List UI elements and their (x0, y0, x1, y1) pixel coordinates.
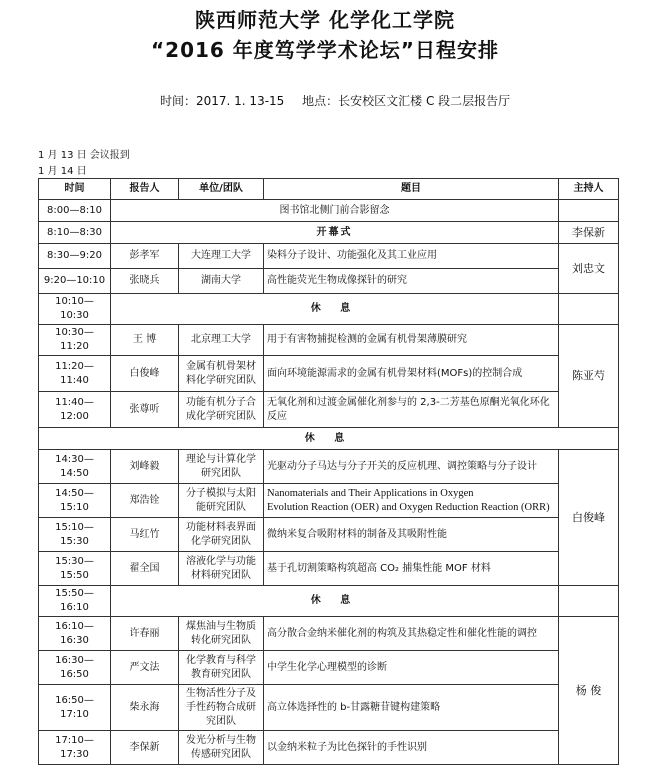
page-title: 陕西师范大学 化学化工学院 (195, 8, 455, 32)
time-cell: 8:30—9:20 (39, 244, 111, 269)
col-speaker-header: 报告人 (111, 179, 179, 200)
unit-cell: 北京理工大学 (179, 325, 264, 356)
time-cell: 16:50—17:10 (39, 685, 111, 731)
time-cell: 15:30—15:50 (39, 552, 111, 586)
unit-cell: 分子模拟与太阳能研究团队 (179, 484, 264, 518)
table-row (39, 450, 619, 484)
unit-cell: 溶液化学与功能材料研究团队 (179, 552, 264, 586)
event-cell: 开幕式 (111, 222, 559, 244)
topic-cell (264, 484, 559, 518)
speaker-cell: 王 博 (111, 325, 179, 356)
speaker-cell: 郑浩铨 (111, 484, 179, 518)
topic-cell: 高立体选择性的 b-甘露糖苷键构建策略 (264, 685, 559, 731)
unit-cell: 理论与计算化学研究团队 (179, 450, 264, 484)
time-cell: 14:30—14:50 (39, 450, 111, 484)
host-cell: 陈亚芍 (559, 325, 619, 428)
col-host-header: 主持人 (559, 179, 619, 200)
unit-cell: 化学教育与科学教育研究团队 (179, 651, 264, 685)
speaker-cell: 翟全国 (111, 552, 179, 586)
topic-cell: 用于有害物捕捉检测的金属有机骨架薄膜研究 (264, 325, 559, 356)
col-time-header: 时间 (39, 179, 111, 200)
time-cell: 10:30—11:20 (39, 325, 111, 356)
topic-cell: 面向环境能源需求的金属有机骨架材料(MOFs)的控制合成 (264, 356, 559, 392)
meeting-info (160, 92, 524, 109)
table-row (39, 294, 619, 325)
time-cell: 16:30—16:50 (39, 651, 111, 685)
table-row (39, 731, 619, 765)
unit-cell: 大连理工大学 (179, 244, 264, 269)
host-cell: 李保新 (559, 222, 619, 244)
time-cell: 15:10—15:30 (39, 518, 111, 552)
topic-cell: 高分散合金纳米催化剂的构筑及其热稳定性和催化性能的调控 (264, 617, 559, 651)
meeting-time: 时间：2017. 1. 13-15 (160, 94, 285, 108)
meeting-location: 地点：长安校区文汇楼 C 段二层报告厅 (302, 94, 511, 108)
time-cell: 8:10—8:30 (39, 222, 111, 244)
speaker-cell: 刘峰毅 (111, 450, 179, 484)
unit-cell: 湖南大学 (179, 269, 264, 294)
unit-cell: 金属有机骨架材料化学研究团队 (179, 356, 264, 392)
host-cell: 杨 俊 (559, 617, 619, 765)
host-cell: 白俊峰 (559, 450, 619, 586)
time-cell: 8:00—8:10 (39, 200, 111, 222)
col-unit-header: 单位/团队 (179, 179, 264, 200)
time-cell: 16:10—16:30 (39, 617, 111, 651)
table-header-row (39, 179, 619, 200)
table-row (39, 586, 619, 617)
time-cell: 10:10—10:30 (39, 294, 111, 325)
schedule-table (38, 178, 619, 765)
table-row (39, 244, 619, 269)
time-cell: 15:50—16:10 (39, 586, 111, 617)
topic-cell: 中学生化学心理模型的诊断 (264, 651, 559, 685)
table-row (39, 617, 619, 651)
unit-cell: 功能有机分子合成化学研究团队 (179, 392, 264, 428)
table-row (39, 356, 619, 392)
speaker-cell: 李保新 (111, 731, 179, 765)
topic-line-1: Nanomaterials and Their Applications in Oxygen (267, 487, 474, 499)
speaker-cell: 白俊峰 (111, 356, 179, 392)
table-row (39, 428, 619, 450)
table-row (39, 269, 619, 294)
page-subtitle: “2016 年度笃学学术论坛”日程安排 (151, 38, 499, 62)
host-cell: 刘忠文 (559, 244, 619, 294)
speaker-cell: 彭孝军 (111, 244, 179, 269)
table-row (39, 651, 619, 685)
time-cell: 14:50—15:10 (39, 484, 111, 518)
topic-cell: 微纳米复合吸附材料的制备及其吸附性能 (264, 518, 559, 552)
topic-cell: 染料分子设计、功能强化及其工业应用 (264, 244, 559, 269)
table-row (39, 200, 619, 222)
day2-line: 1 月 14 日 (38, 166, 87, 177)
host-cell (559, 586, 619, 617)
table-row (39, 552, 619, 586)
table-row (39, 518, 619, 552)
unit-cell: 功能材料表界面化学研究团队 (179, 518, 264, 552)
day1-line: 1 月 13 日 会议报到 (38, 150, 130, 161)
topic-cell: 光驱动分子马达与分子开关的反应机理、调控策略与分子设计 (264, 450, 559, 484)
break-cell: 休 息 (39, 428, 619, 450)
table-row (39, 685, 619, 731)
speaker-cell: 张晓兵 (111, 269, 179, 294)
topic-cell: 基于孔切割策略构筑超高 CO₂ 捕集性能 MOF 材料 (264, 552, 559, 586)
col-topic-header: 题目 (264, 179, 559, 200)
topic-cell: 无氧化剂和过渡金属催化剂参与的 2,3-二芳基色原酮光氧化环化反应 (264, 392, 559, 428)
speaker-cell: 许春丽 (111, 617, 179, 651)
time-cell: 17:10—17:30 (39, 731, 111, 765)
topic-cell: 高性能荧光生物成像探针的研究 (264, 269, 559, 294)
table-row (39, 222, 619, 244)
topic-line-2: Evolution Reaction (OER) and Oxygen Reduction Reaction (ORR) (267, 501, 550, 513)
table-row (39, 392, 619, 428)
host-cell (559, 200, 619, 222)
speaker-cell: 严文法 (111, 651, 179, 685)
speaker-cell: 柴永海 (111, 685, 179, 731)
table-row (39, 325, 619, 356)
unit-cell: 生物活性分子及手性药物合成研究团队 (179, 685, 264, 731)
time-cell: 11:40—12:00 (39, 392, 111, 428)
speaker-cell: 马红竹 (111, 518, 179, 552)
event-cell: 图书馆北侧门前合影留念 (111, 200, 559, 222)
speaker-cell: 张尊听 (111, 392, 179, 428)
host-cell (559, 294, 619, 325)
time-cell: 9:20—10:10 (39, 269, 111, 294)
time-cell: 11:20—11:40 (39, 356, 111, 392)
break-cell: 休 息 (111, 294, 559, 325)
unit-cell: 发光分析与生物传感研究团队 (179, 731, 264, 765)
table-row (39, 484, 619, 518)
break-cell: 休 息 (111, 586, 559, 617)
topic-cell: 以金纳米粒子为比色探针的手性识别 (264, 731, 559, 765)
unit-cell: 煤焦油与生物质转化研究团队 (179, 617, 264, 651)
